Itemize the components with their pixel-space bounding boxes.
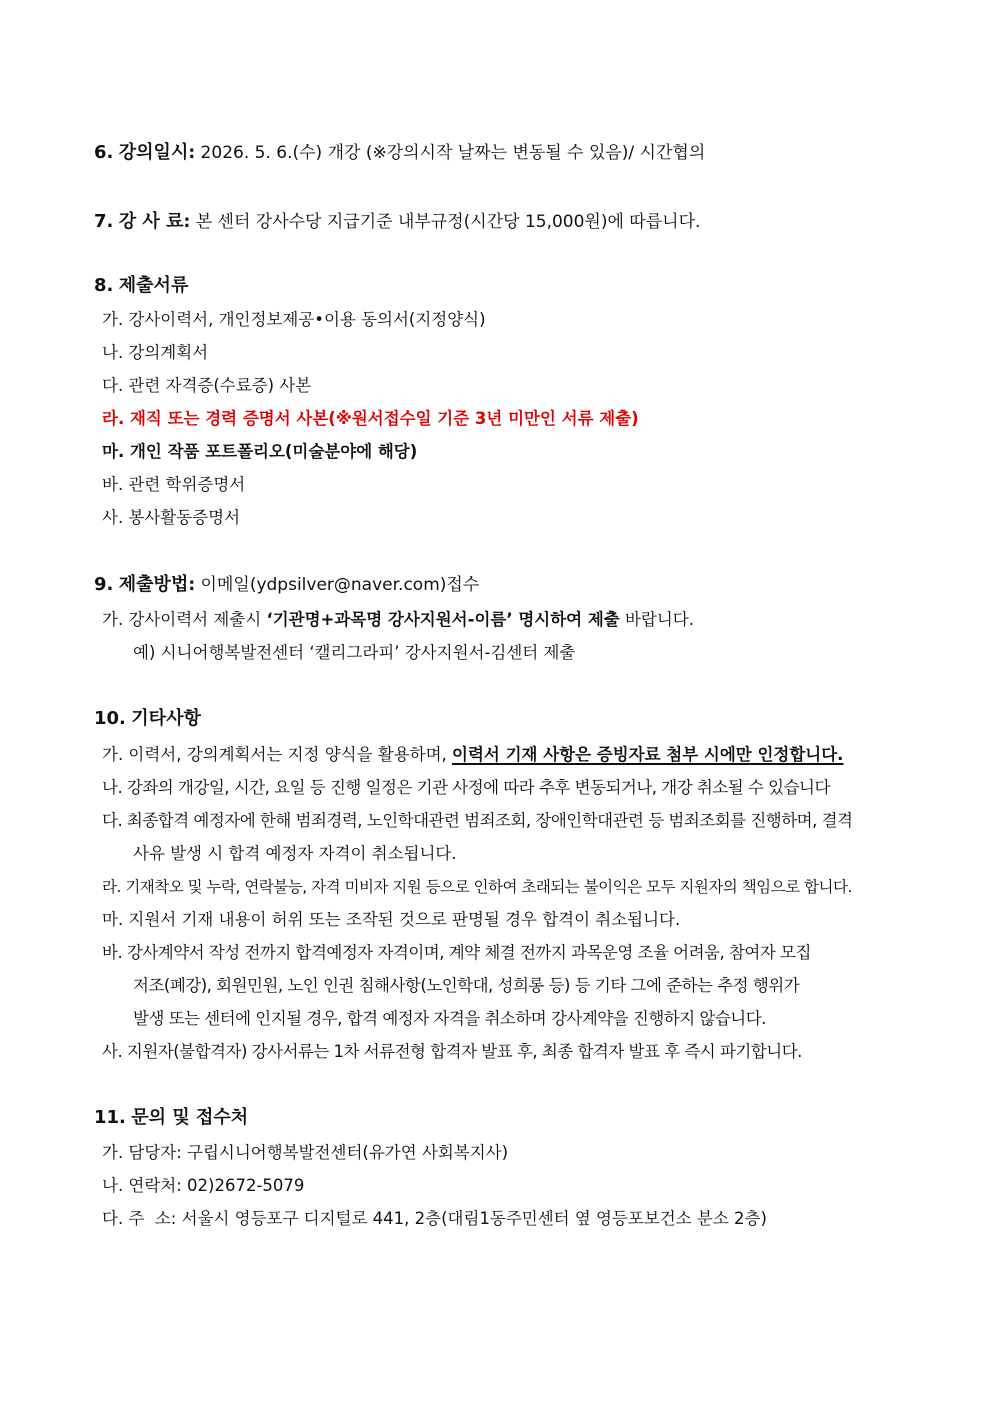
section-11-title: 문의 및 접수처 (131, 1107, 249, 1128)
list-item: 나. 강의계획서 (102, 343, 209, 362)
section-6-colon: : (188, 143, 196, 163)
section-6-title: 강의일시 (118, 142, 189, 163)
section-6-text: 2026. 5. 6.(수) 개강 (※강의시작 날짜는 변동될 수 있음)/ 시간협의 (195, 143, 706, 163)
section-10-heading (94, 708, 201, 730)
list-item: 가. 강사이력서, 개인정보제공•이용 동의서(지정양식) (102, 310, 486, 329)
section-10-item-c-cont: 사유 발생 시 합격 예정자 자격이 취소됩니다. (133, 844, 457, 863)
list-item: 다. 관련 자격증(수료증) 사본 (102, 376, 312, 395)
contact-manager: 가. 담당자: 구립시니어행복발전센터(유가연 사회복지사) (102, 1143, 509, 1162)
list-item-bold: 마. 개인 작품 포트폴리오(미술분야에 해당) (102, 442, 418, 461)
section-9-number: 9. (94, 574, 114, 595)
list-item: 바. 관련 학위증명서 (102, 475, 246, 494)
section-10-item-f-cont: 발생 또는 센터에 인지될 경우, 합격 예정자 자격을 취소하며 강사계약을 진행하지 않습니다. (133, 1009, 766, 1028)
list-item-highlight-red: 라. 재직 또는 경력 증명서 사본(※원서접수일 기준 3년 미만인 서류 제출) (102, 409, 639, 428)
section-8-heading (94, 275, 188, 297)
section-11-number: 11. (94, 1107, 126, 1128)
section-8-number: 8. (94, 275, 114, 296)
list-item: 사. 봉사활동증명서 (102, 508, 241, 527)
contact-phone: 나. 연락처: 02)2672-5079 (102, 1176, 305, 1195)
section-10-item-c: 다. 최종합격 예정자에 한해 범죄경력, 노인학대관련 범죄조회, 장애인학대관련 등 범죄조회를 진행하며, 결격 (102, 811, 853, 830)
section-10-item-e: 마. 지원서 기재 내용이 허위 또는 조작된 것으로 판명될 경우 합격이 취소됩니다. (102, 910, 681, 929)
section-8-title: 제출서류 (118, 275, 189, 296)
section-9-colon: : (188, 575, 196, 595)
section-9 (94, 574, 479, 596)
section-11-heading (94, 1107, 248, 1129)
section-7-text: 본 센터 강사수당 지급기준 내부규정(시간당 15,000원)에 따릅니다. (190, 212, 701, 232)
item-text-bold: ‘기관명+과목명 강사지원서-이름’ 명시하여 제출 (266, 610, 620, 629)
section-9-example: 예) 시니어행복발전센터 ‘캘리그라피’ 강사지원서-김센터 제출 (133, 643, 576, 662)
section-9-item-a (102, 609, 694, 631)
section-10-item-a (102, 744, 843, 766)
item-text: 가. 강사이력서 제출시 (102, 610, 267, 629)
section-10-item-g: 사. 지원자(불합격자) 강사서류는 1차 서류전형 합격자 발표 후, 최종 합격자 발표 후 즉시 파기합니다. (102, 1042, 802, 1061)
item-text-underlined: 이력서 기재 사항은 증빙자료 첨부 시에만 인정합니다. (452, 745, 844, 764)
section-9-title: 제출방법 (118, 574, 189, 595)
section-10-item-b: 나. 강좌의 개강일, 시간, 요일 등 진행 일정은 기관 사정에 따라 추후 변동되거나, 개강 취소될 수 있습니다 (102, 778, 830, 797)
section-10-item-f: 바. 강사계약서 작성 전까지 합격예정자 자격이며, 계약 체결 전까지 과목운영 조율 어려움, 참여자 모집 (102, 943, 811, 962)
section-10-number: 10. (94, 708, 126, 729)
section-9-text: 이메일(ydpsilver@naver.com)접수 (195, 575, 480, 595)
section-10-title: 기타사항 (131, 708, 201, 729)
section-7-title: 강 사 료 (118, 211, 184, 232)
contact-address: 다. 주 소: 서울시 영등포구 디지털로 441, 2층(대림1동주민센터 옆 영등포보건소 분소 2층) (102, 1209, 767, 1228)
section-10-item-d: 라. 기재착오 및 누락, 연락불능, 자격 미비자 지원 등으로 인하여 초래되는 불이익은 모두 지원자의 책임으로 합니다. (102, 878, 852, 896)
section-7 (94, 211, 700, 233)
item-text: 가. 이력서, 강의계획서는 지정 양식을 활용하며, (102, 745, 453, 764)
section-6 (94, 142, 705, 164)
section-6-number: 6. (94, 142, 114, 163)
section-7-colon: : (183, 212, 191, 232)
section-10-item-f-cont: 저조(폐강), 회원민원, 노인 인권 침해사항(노인학대, 성희롱 등) 등 기타 그에 준하는 추정 행위가 (133, 976, 800, 995)
item-text: 바랍니다. (619, 610, 694, 629)
section-7-number: 7. (94, 211, 114, 232)
